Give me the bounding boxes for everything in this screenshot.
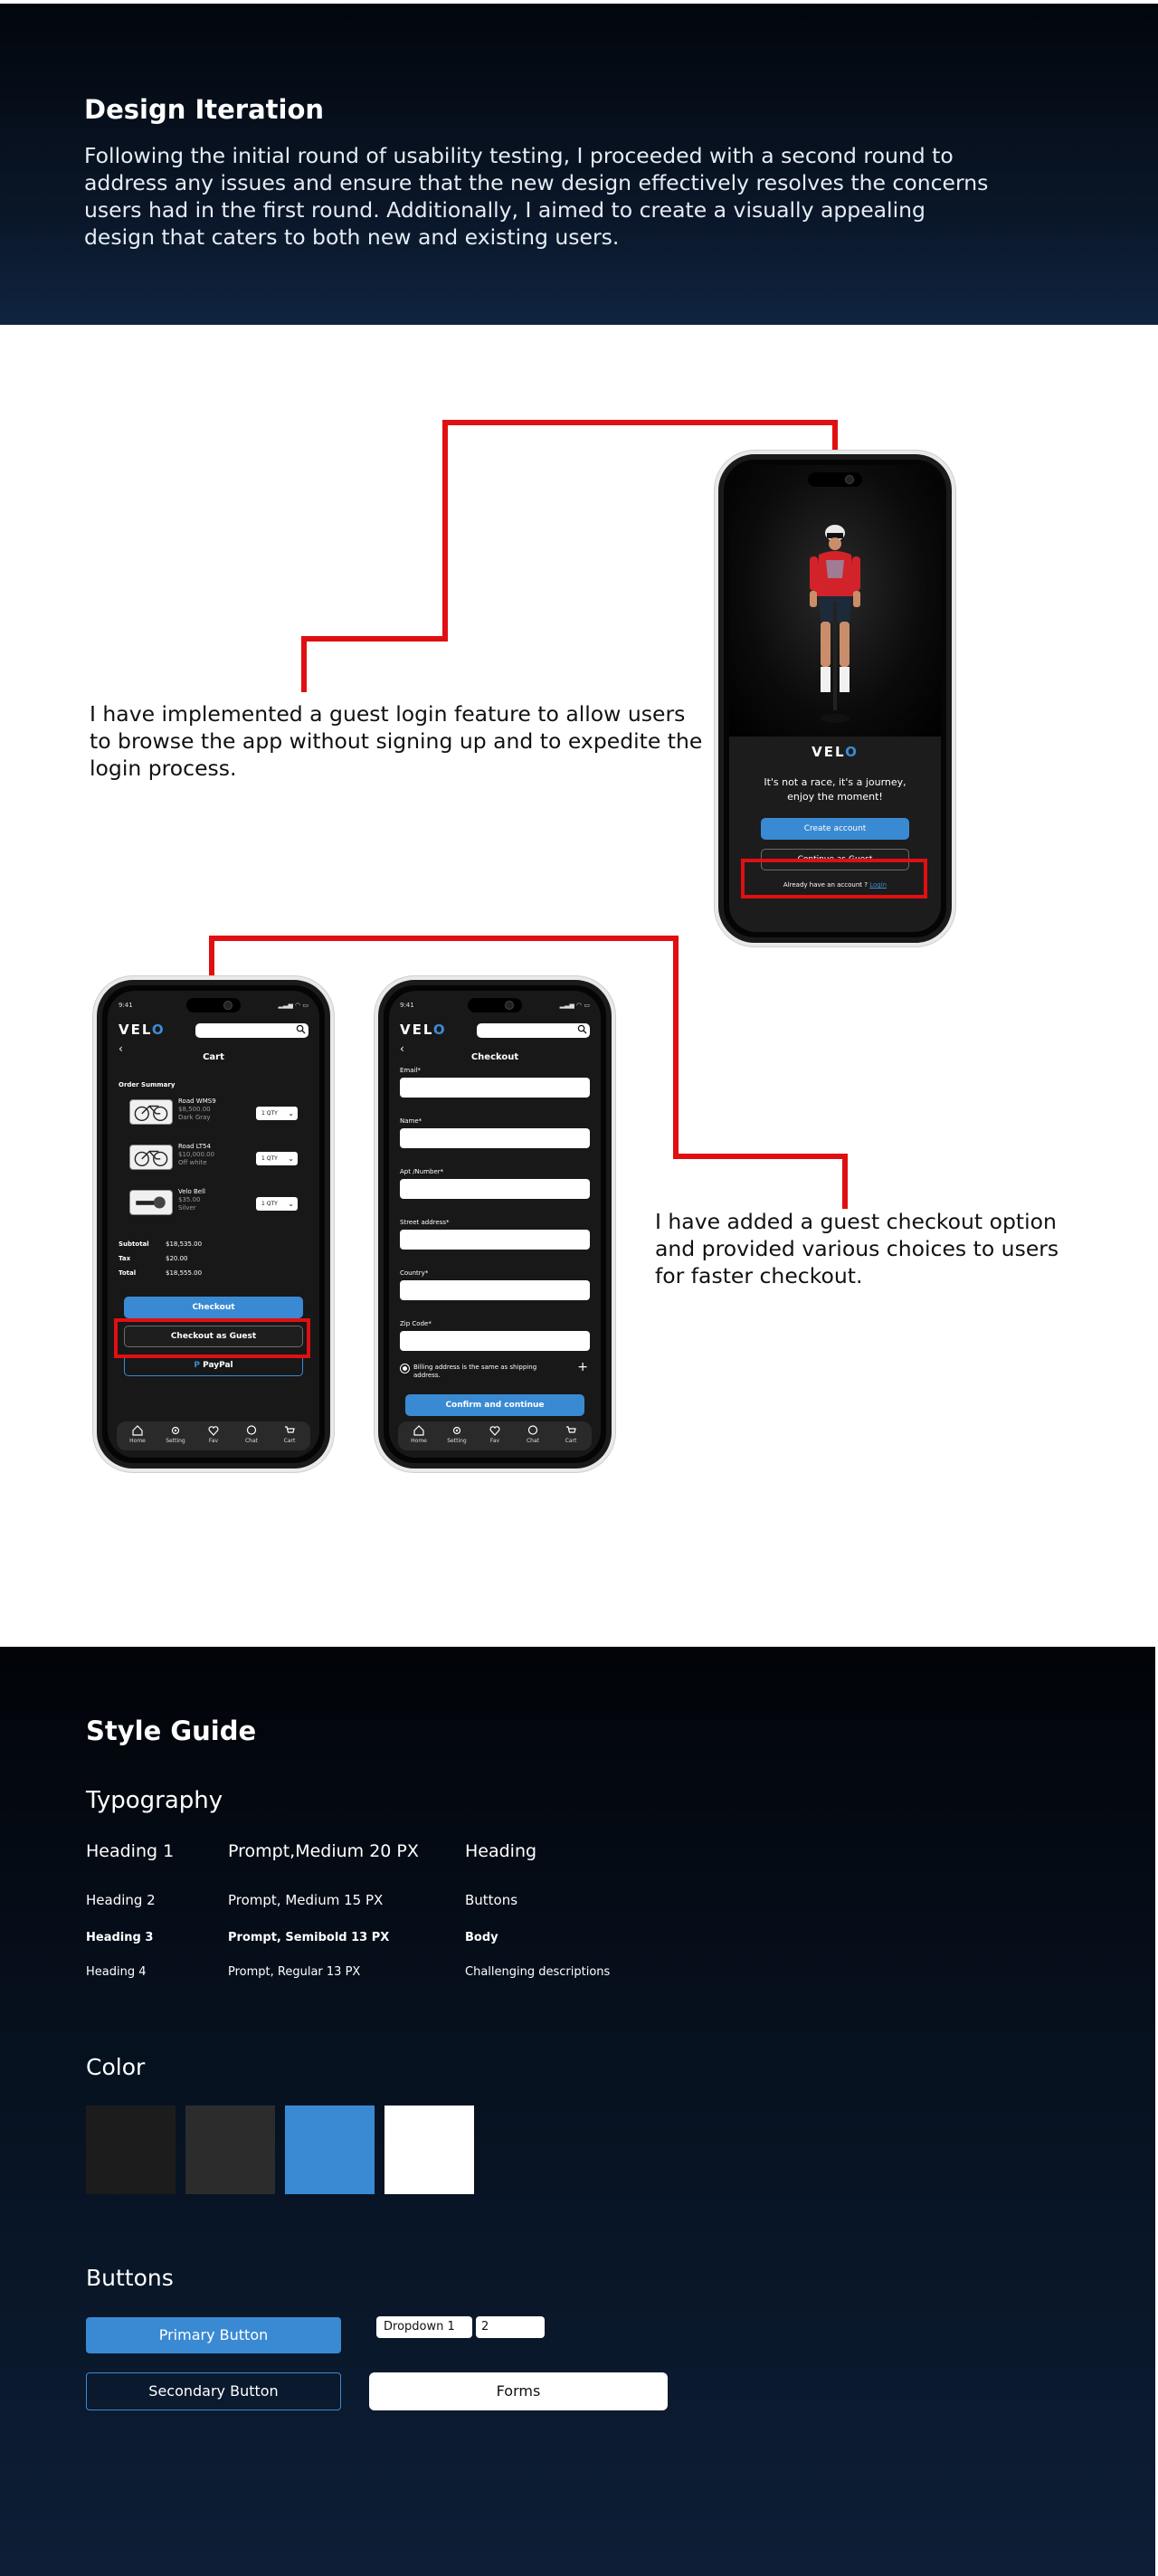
tab-fav[interactable] [200, 1425, 227, 1444]
page-title: Checkout [470, 1052, 519, 1062]
checkout-button[interactable]: Checkout [124, 1297, 303, 1318]
section-description: Following the initial round of usability testing, I proceeded with a second round to address any issues and ensure that the new design effectively resolves the concerns users had in the first round. Additionally, I aimed to create a visually appealing design that caters to both new and existing users. [84, 143, 989, 250]
logo-accent-letter: O [151, 1022, 166, 1038]
type-spec-h3: Prompt, Semibold 13 PX [228, 1931, 390, 1944]
search-icon [296, 1024, 306, 1034]
guest-checkout-annotation: I have added a guest checkout option and provided various choices to users for faster checkout. [655, 1209, 1059, 1288]
status-time: 9:41 [119, 1002, 133, 1009]
zip-code-field[interactable] [400, 1331, 590, 1351]
app-header [119, 1022, 308, 1040]
style-guide-section [0, 1647, 1155, 2576]
chat-icon [246, 1425, 257, 1436]
billing-same-checkbox[interactable] [400, 1364, 410, 1374]
logo-accent-letter: O [432, 1022, 447, 1038]
tax-row [119, 1255, 188, 1262]
subtotal-value: $18,535.00 [166, 1240, 203, 1248]
total-row [119, 1269, 202, 1277]
gear-icon [170, 1425, 181, 1436]
quantity-value: 1 QTY [261, 1155, 278, 1162]
guest-login-annotation: I have implemented a guest login feature to allow users to browse the app without signing up and to expedite the login process. [90, 701, 703, 781]
type-spec-h1: Prompt,Medium 20 PX [228, 1841, 419, 1861]
back-arrow-icon[interactable]: ‹ [119, 1042, 123, 1055]
subtotal-label: Subtotal [119, 1240, 149, 1248]
login-phone-mockup [718, 454, 952, 943]
logo-text: VELO [812, 744, 859, 760]
checkout-screen [389, 991, 601, 1458]
login-prompt-text: Already have an account ? [783, 881, 868, 889]
cart-item [119, 1141, 308, 1174]
country-label: Country* [400, 1269, 429, 1277]
quantity-select[interactable] [256, 1107, 298, 1120]
login-screen [729, 465, 941, 932]
cart-icon [565, 1425, 576, 1436]
home-icon [132, 1425, 143, 1436]
cart-icon [284, 1425, 295, 1436]
cart-item [119, 1186, 308, 1219]
section-title: Design Iteration [84, 94, 325, 125]
logo-accent-letter: O [845, 744, 859, 760]
item-details [178, 1143, 214, 1167]
style-guide-title: Style Guide [86, 1716, 257, 1746]
tax-value: $20.00 [166, 1255, 188, 1262]
order-summary-heading: Order Summary [119, 1081, 176, 1088]
quantity-select[interactable] [256, 1197, 298, 1211]
type-use-h3: Body [465, 1931, 498, 1944]
search-input[interactable] [477, 1023, 590, 1038]
tab-setting[interactable] [443, 1425, 470, 1444]
chevron-down-icon: ⌄ [288, 1200, 294, 1208]
dropdown-2-sample[interactable]: 2 [476, 2316, 545, 2338]
bottom-tab-bar [117, 1421, 310, 1450]
tab-fav[interactable] [481, 1425, 508, 1444]
home-icon [413, 1425, 424, 1436]
item-variant: Off white [178, 1159, 207, 1166]
cyclist-illustration [799, 515, 871, 732]
dropdown-1-sample[interactable]: Dropdown 1 [376, 2316, 472, 2338]
expand-plus-icon[interactable]: + [577, 1360, 588, 1374]
tab-label: Setting [166, 1438, 185, 1444]
apt-number-field[interactable] [400, 1179, 590, 1199]
search-icon [577, 1024, 587, 1034]
zip-code-label: Zip Code* [400, 1320, 432, 1327]
status-time: 9:41 [400, 1002, 414, 1009]
bike-thumbnail [129, 1145, 173, 1170]
checkout-as-guest-button[interactable]: Checkout as Guest [124, 1326, 303, 1347]
tab-label: Home [129, 1438, 146, 1444]
paypal-label: PayPal [203, 1361, 233, 1370]
type-name-h1: Heading 1 [86, 1841, 175, 1861]
tab-cart[interactable] [557, 1425, 584, 1444]
item-name: Road LT54 [178, 1143, 211, 1150]
street-address-label: Street address* [400, 1219, 450, 1226]
type-use-h4: Challenging descriptions [465, 1965, 611, 1979]
dynamic-island [808, 472, 862, 487]
color-title: Color [86, 2054, 146, 2080]
back-arrow-icon[interactable]: ‹ [400, 1042, 404, 1055]
name-field[interactable] [400, 1128, 590, 1148]
cart-phone-mockup [97, 980, 330, 1469]
page-title: Cart [203, 1052, 224, 1062]
tab-label: Cart [283, 1438, 296, 1444]
item-price: $10,000.00 [178, 1151, 215, 1158]
secondary-button-sample[interactable]: Secondary Button [86, 2372, 341, 2410]
tab-label: Home [411, 1438, 427, 1444]
tab-chat[interactable] [519, 1425, 546, 1444]
item-variant: Silver [178, 1204, 196, 1212]
item-price: $8,500.00 [178, 1106, 211, 1113]
cart-item [119, 1096, 308, 1128]
heart-icon [489, 1425, 500, 1436]
paypal-icon: P [194, 1361, 200, 1370]
type-name-h2: Heading 2 [86, 1892, 156, 1908]
tab-home[interactable] [124, 1425, 151, 1444]
apt-number-label: Apt /Number* [400, 1168, 444, 1175]
gear-icon [451, 1425, 462, 1436]
tab-label: Fav [208, 1438, 219, 1444]
checkbox-dot [403, 1366, 407, 1371]
quantity-select[interactable] [256, 1152, 298, 1165]
tagline-line-2: enjoy the moment! [787, 791, 883, 803]
type-spec-h2: Prompt, Medium 15 PX [228, 1892, 384, 1908]
billing-same-text: Billing address is the same as shipping address. [413, 1364, 537, 1379]
app-header [400, 1022, 590, 1040]
tax-label: Tax [119, 1255, 131, 1262]
login-link[interactable]: Login [869, 881, 887, 889]
tab-label: Setting [447, 1438, 467, 1444]
type-use-h1: Heading [465, 1841, 537, 1861]
type-name-h3: Heading 3 [86, 1931, 154, 1944]
velo-logo [729, 744, 941, 760]
type-use-h2: Buttons [465, 1892, 518, 1908]
country-field[interactable] [400, 1280, 590, 1300]
type-spec-h4: Prompt, Regular 13 PX [228, 1965, 361, 1979]
cart-screen [108, 991, 319, 1458]
color-swatch-blue [285, 2105, 375, 2194]
email-field[interactable] [400, 1078, 590, 1098]
color-swatch-dark [86, 2105, 176, 2194]
item-details [178, 1098, 216, 1122]
chevron-down-icon: ⌄ [288, 1155, 294, 1163]
item-name: Velo Bell [178, 1188, 206, 1195]
street-address-field[interactable] [400, 1230, 590, 1250]
search-input[interactable] [195, 1023, 308, 1038]
velo-logo: VELO [400, 1022, 447, 1038]
subtotal-row [119, 1240, 202, 1248]
bell-thumbnail [129, 1190, 173, 1215]
status-icons: ▂▃▅ ◠ ▭ [559, 1002, 590, 1009]
paypal-button[interactable] [124, 1355, 303, 1376]
item-price: $35.00 [178, 1196, 201, 1203]
tab-cart[interactable] [276, 1425, 303, 1444]
chevron-down-icon: ⌄ [288, 1109, 294, 1117]
tab-chat[interactable] [238, 1425, 265, 1444]
color-swatch-white [384, 2105, 474, 2194]
total-value: $18,555.00 [166, 1269, 203, 1277]
tab-label: Chat [244, 1438, 259, 1444]
login-prompt [729, 881, 941, 889]
tab-label: Fav [489, 1438, 500, 1444]
tab-label: Cart [565, 1438, 577, 1444]
name-label: Name* [400, 1117, 422, 1125]
confirm-and-continue-button[interactable]: Confirm and continue [405, 1394, 584, 1416]
buttons-title: Buttons [86, 2265, 174, 2291]
tab-label: Chat [526, 1438, 540, 1444]
total-label: Total [119, 1269, 137, 1277]
dynamic-island [186, 998, 241, 1012]
cyclist-hero-image [729, 465, 941, 737]
quantity-value: 1 QTY [261, 1110, 278, 1117]
item-name: Road WMS9 [178, 1098, 216, 1105]
continue-as-guest-button[interactable]: Continue as Guest [761, 849, 909, 870]
color-swatch-gray [185, 2105, 275, 2194]
tab-home[interactable] [405, 1425, 432, 1444]
status-icons: ▂▃▅ ◠ ▭ [278, 1002, 308, 1009]
quantity-value: 1 QTY [261, 1201, 278, 1207]
design-iteration-banner [0, 4, 1158, 325]
velo-logo: VELO [119, 1022, 166, 1038]
typography-title: Typography [86, 1787, 223, 1814]
login-panel [729, 737, 941, 932]
type-name-h4: Heading 4 [86, 1965, 147, 1979]
primary-button-sample[interactable]: Primary Button [86, 2317, 341, 2353]
forms-sample[interactable]: Forms [369, 2372, 668, 2410]
tab-setting[interactable] [162, 1425, 189, 1444]
bike-thumbnail [129, 1099, 173, 1125]
chat-icon [527, 1425, 538, 1436]
item-variant: Dark Gray [178, 1114, 211, 1121]
tagline-line-1: It's not a race, it's a journey, [764, 776, 906, 788]
bottom-tab-bar [398, 1421, 592, 1450]
create-account-button[interactable]: Create account [761, 818, 909, 840]
checkout-phone-mockup [378, 980, 612, 1469]
item-details [178, 1188, 205, 1212]
heart-icon [208, 1425, 219, 1436]
dynamic-island [468, 998, 522, 1012]
email-label: Email* [400, 1067, 421, 1074]
